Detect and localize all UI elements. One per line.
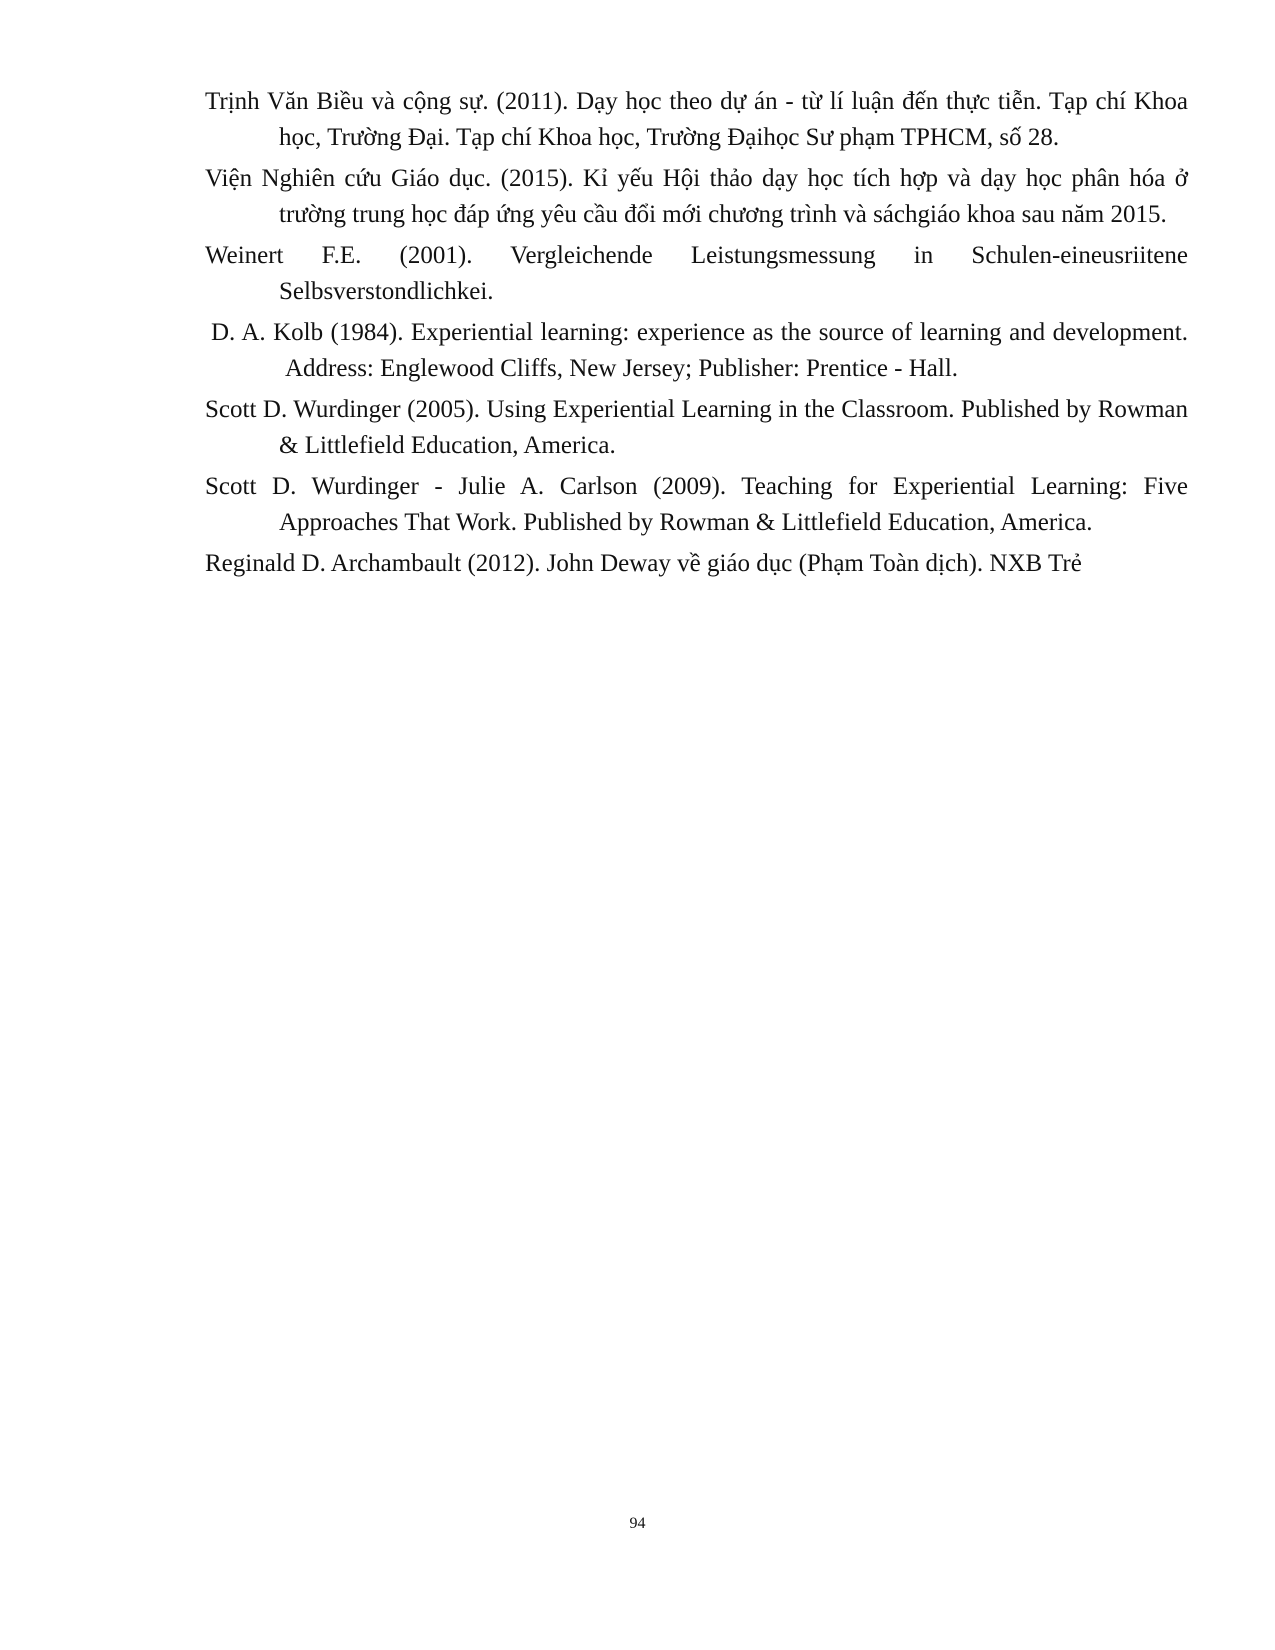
reference-list — [205, 84, 1188, 587]
reference-entry: Reginald D. Archambault (2012). John Deway về giáo dục (Phạm Toàn dịch). NXB Trẻ — [205, 550, 1082, 577]
reference-entry: Trịnh Văn Biều và cộng sự. (2011). Dạy học theo dự án - từ lí luận đến thực tiễn. Tạp chí Khoa học, Trường Đại. Tạp chí Khoa học, Trường Đạihọc Sư phạm TPHCM, số 28. — [205, 88, 1188, 151]
reference-entry: Scott D. Wurdinger (2005). Using Experiential Learning in the Classroom. Published by Rowman & Littlefield Education, America. — [205, 396, 1188, 459]
reference-entry: Weinert F.E. (2001). Vergleichende Leistungsmessung in Schulen-eineusriitene Selbsverstondlichkei. — [205, 242, 1188, 305]
reference-entry: Viện Nghiên cứu Giáo dục. (2015). Kỉ yếu Hội thảo dạy học tích hợp và dạy học phân hóa ở trường trung học đáp ứng yêu cầu đổi mới chương trình và sáchgiáo khoa sau năm 2015. — [205, 165, 1188, 228]
reference-entry: Scott D. Wurdinger - Julie A. Carlson (2009). Teaching for Experiential Learning: Five Approaches That Work. Published by Rowman & Littlefield Education, America. — [205, 473, 1188, 536]
page-number: 94 — [629, 1515, 646, 1532]
reference-entry: D. A. Kolb (1984). Experiential learning: experience as the source of learning and development. Address: Englewood Cliffs, New Jersey; Publisher: Prentice - Hall. — [211, 319, 1188, 382]
